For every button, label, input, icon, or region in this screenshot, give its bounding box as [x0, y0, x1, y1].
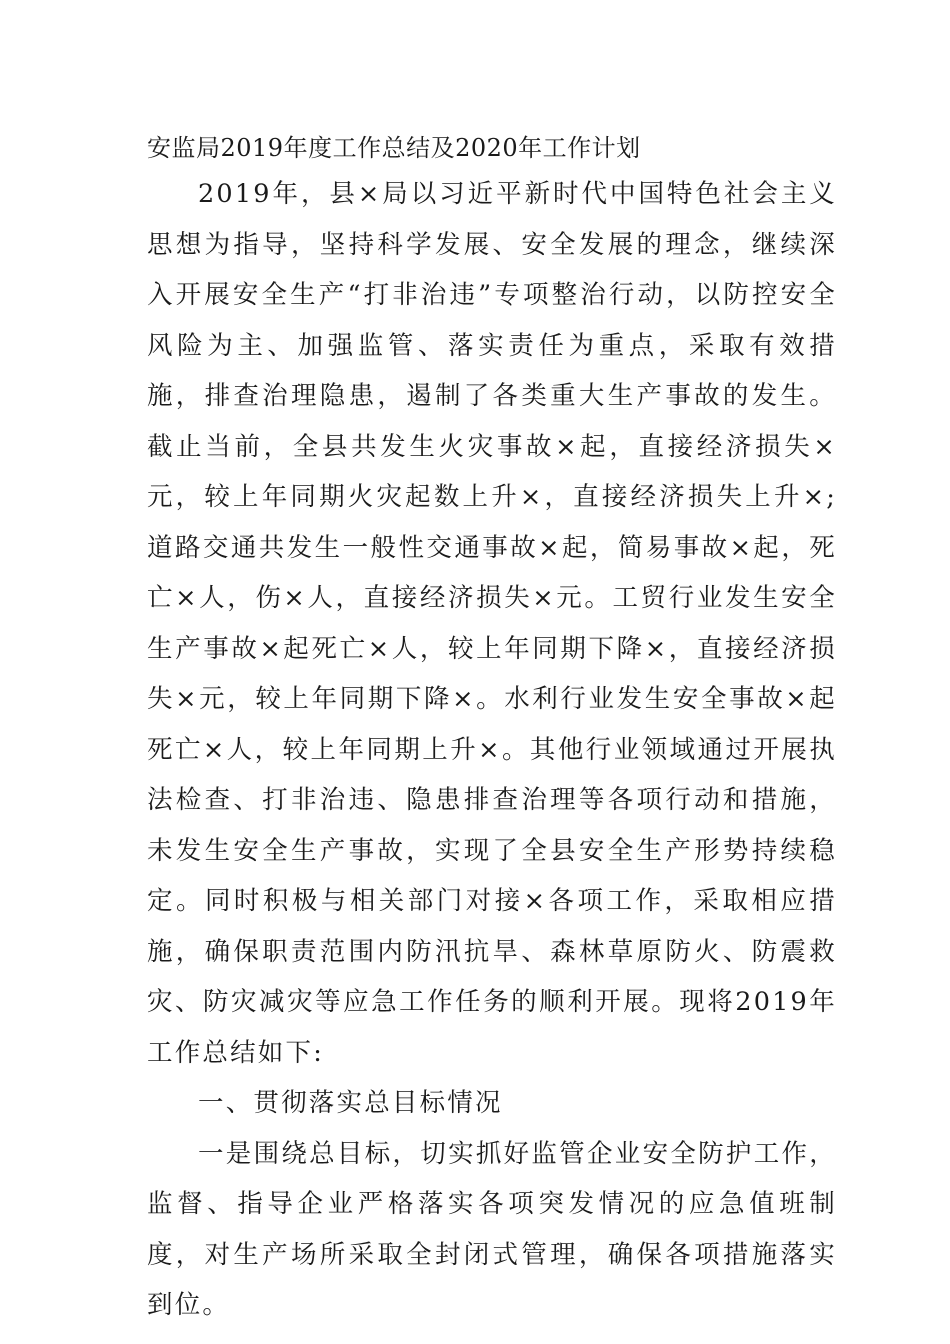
- document-title: 安监局2019年度工作总结及2020年工作计划: [147, 134, 641, 162]
- intro-paragraph: 2019年，县×局以习近平新时代中国特色社会主义思想为指导，坚持科学发展、安全发展的理念，继续深入开展安全生产“打非治违”专项整治行动，以防控安全风险为主、加强监管、落实责任为重点，采取有效措施，排查治理隐患，遏制了各类重大生产事故的发生。截止当前，全县共发生火灾事故×起，直接经济损失×元，较上年同期火灾起数上升×，直接经济损失上升×;道路交通共发生一般性交通事故×起，简易事故×起，死亡×人，伤×人，直接经济损失×元。工贸行业发生安全生产事故×起死亡×人，较上年同期下降×，直接经济损失×元，较上年同期下降×。水利行业发生安全事故×起死亡×人，较上年同期上升×。其他行业领域通过开展执法检查、打非治违、隐患排查治理等各项行动和措施，未发生安全生产事故，实现了全县安全生产形势持续稳定。同时积极与相关部门对接×各项工作，采取相应措施，确保职责范围内防汛抗旱、森林草原防火、防震救灾、防灾减灾等应急工作任务的顺利开展。现将2019年工作总结如下:: [147, 179, 837, 1068]
- document-body: [147, 128, 837, 1331]
- section-paragraph: 一是围绕总目标，切实抓好监管企业安全防护工作，监督、指导企业严格落实各项突发情况的应急值班制度，对生产场所采取全封闭式管理，确保各项措施落实到位。: [147, 1138, 837, 1320]
- section-heading: 一、贯彻落实总目标情况: [198, 1088, 503, 1118]
